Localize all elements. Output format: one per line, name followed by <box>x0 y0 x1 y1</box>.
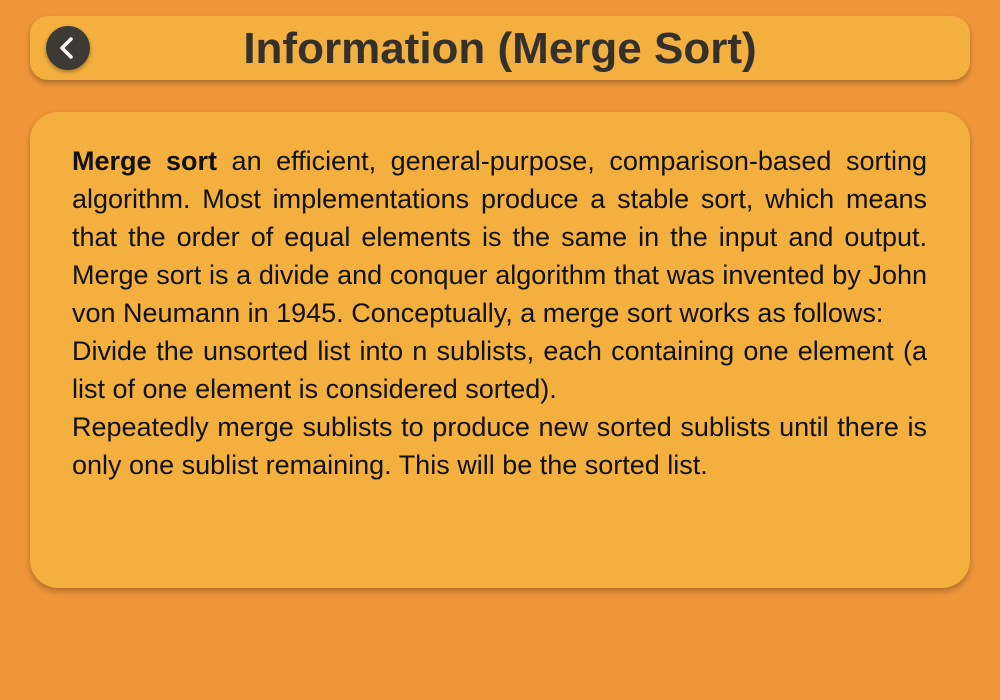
page-title: Information (Merge Sort) <box>243 24 757 73</box>
back-button[interactable] <box>46 26 90 70</box>
intro-text: an efficient, general-purpose, comparison-based sorting algorithm. Most implementations produce a stable sort, which means that the order of equal elements is the same in the input and output. Merge sort is a divide and conquer algorithm that was invented by John von Neumann in 1945. Conceptually, a merge sort works as follows: <box>72 146 927 328</box>
term-label: Merge sort <box>72 146 218 176</box>
info-card <box>30 112 970 588</box>
step-2-text: Repeatedly merge sublists to produce new sorted sublists until there is only one sublist remaining. This will be the sorted list. <box>72 412 927 480</box>
intro-paragraph <box>72 142 927 332</box>
header-bar <box>30 16 970 80</box>
step-1-text: Divide the unsorted list into n sublists, each containing one element (a list of one element is considered sorted). <box>72 336 927 404</box>
info-text <box>72 142 927 484</box>
chevron-left-icon <box>46 26 90 70</box>
